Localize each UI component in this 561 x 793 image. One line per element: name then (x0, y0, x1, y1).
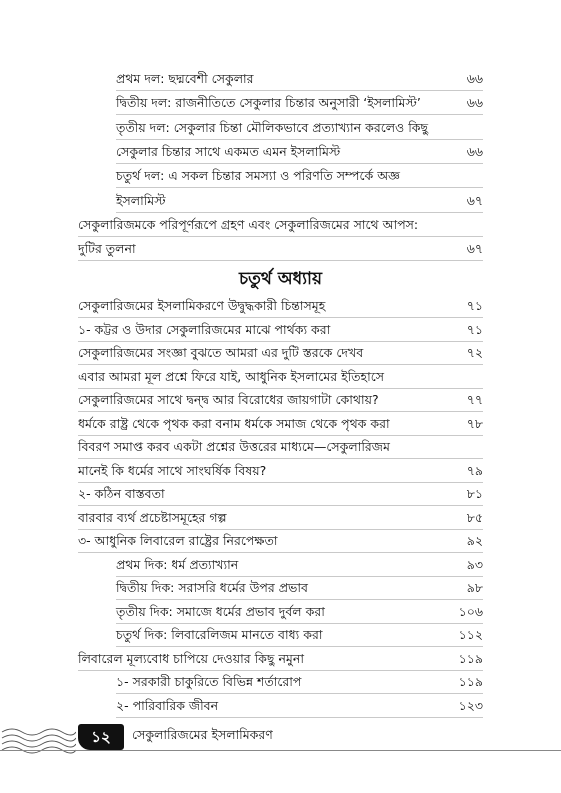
toc-entry (116, 165, 483, 188)
toc-entry-page: ৮৫ (466, 509, 483, 525)
toc-entry (78, 389, 483, 412)
toc-entry (78, 507, 483, 530)
toc-entry-page: ১০৬ (458, 603, 483, 619)
toc-entry-title: ২- পারিবারিক জীবন (116, 697, 219, 713)
toc-entry (116, 577, 483, 600)
toc-entry (78, 530, 483, 553)
toc-entry-page: ৭৭ (466, 392, 483, 407)
toc-entry-page: ৭১ (466, 321, 483, 337)
toc-entry-title: ১- কট্টর ও উদার সেকুলারিজমের মাঝে পার্থক্য করা (78, 321, 331, 337)
toc-entry (116, 117, 483, 140)
toc-entry (116, 190, 483, 213)
toc-entry-page: ১১২ (458, 627, 483, 642)
page-number: ১২ (78, 724, 124, 750)
toc-entry (116, 554, 483, 577)
toc-entry-page: ৯৮ (466, 580, 483, 595)
toc-entry-title: প্রথম দিক: ধর্ম প্রত্যাখ্যান (116, 556, 239, 572)
toc-entry (78, 413, 483, 436)
toc-entry-title: ১- সরকারী চাকুরিতে বিভিন্ন শর্তারোপ (116, 674, 302, 689)
toc-entry-title: মানেই কি ধর্মের সাথে সাংঘর্ষিক বিষয়? (78, 462, 267, 478)
toc-entry-title: ইসলামিস্ট (116, 192, 166, 208)
toc-entry-page: ৯২ (466, 533, 483, 548)
toc-entry (78, 295, 483, 318)
toc-entry-page: ৬৭ (466, 192, 483, 208)
toc-entry (78, 319, 483, 342)
toc-entry-title: লিবারেল মূল্যবোধ চাপিয়ে দেওয়ার কিছু নমুনা (78, 650, 304, 666)
toc-entry-page: ৭৮ (466, 415, 483, 431)
toc-entry-title: সেকুলারিজমের সাথে দ্বন্দ্ব আর বিরোধের জায়গাটা কোথায়? (78, 392, 379, 407)
toc-entry (116, 92, 483, 115)
toc-entry (78, 436, 483, 459)
toc-entry-title: দ্বিতীয় দল: রাজনীতিতে সেকুলার চিন্তার অনুসারী ‘ইসলামিস্ট’ (116, 95, 421, 111)
toc-entry-page: ৬৭ (466, 241, 483, 257)
toc-entry-page: ৮১ (466, 486, 483, 501)
toc-entry (78, 238, 483, 261)
toc-entry-title: চতুর্থ দিক: লিবারেলিজম মানতে বাধ্য করা (116, 627, 323, 642)
toc-entry (78, 214, 483, 237)
toc-entry (116, 624, 483, 647)
toc-entry-title: তৃতীয় দিক: সমাজে ধর্মের প্রভাব দুর্বল করা (116, 603, 325, 619)
toc-entry-page: ৯৩ (466, 556, 483, 572)
toc-entry-title: ২- কঠিন বাস্তবতা (78, 486, 165, 501)
chapter-title: চতুর্থ অধ্যায় (239, 269, 322, 289)
toc-entry (116, 68, 483, 91)
toc-entry (116, 671, 483, 694)
toc-entry-title: দ্বিতীয় দিক: সরাসরি ধর্মের উপর প্রভাব (116, 580, 308, 595)
toc-entry-title: বারবার ব্যর্থ প্রচেষ্টাসমূহের গল্প (78, 509, 227, 525)
toc-entry-page: ৬৬ (466, 95, 483, 111)
toc-entry (116, 141, 483, 164)
toc-entry (78, 648, 483, 671)
toc-entry-title: সেকুলারিজমকে পরিপূর্ণরূপে গ্রহণ এবং সেকুলারিজমের সাথে আপস: (78, 216, 419, 232)
toc-entry-title: বিবরণ সমাপ্ত করব একটা প্রশ্নের উত্তরের মাধ্যমে—সেকুলারিজম (78, 439, 390, 454)
toc-entry-page: ১২৩ (458, 697, 483, 713)
running-head: সেকুলারিজমের ইসলামিকরণ (132, 727, 273, 742)
toc-entry-page: ১১৯ (458, 650, 483, 666)
toc-entry-title: সেকুলার চিন্তার সাথে একমত এমন ইসলামিস্ট (116, 143, 341, 159)
toc-entry-title: দুটির তুলনা (78, 241, 136, 257)
toc-entry-title: সেকুলারিজমের ইসলামিকরণে উদ্বুদ্ধকারী চিন্তাসমূহ (78, 298, 326, 313)
toc-entry-title: সেকুলারিজমের সংজ্ঞা বুঝতে আমরা এর দুটি স্তরকে দেখব (78, 345, 364, 360)
footer-rule (0, 750, 561, 751)
toc-entry-page: ৭২ (466, 345, 483, 360)
toc-entry-title: ধর্মকে রাষ্ট্র থেকে পৃথক করা বনাম ধর্মকে সমাজ থেকে পৃথক করা (78, 415, 390, 431)
toc-entry (78, 460, 483, 483)
toc-entry-title: ৩- আধুনিক লিবারেল রাষ্ট্রের নিরপেক্ষতা (78, 533, 278, 548)
toc-entry (78, 366, 483, 389)
toc-entry-title: প্রথম দল: ছদ্মবেশী সেকুলার (116, 71, 254, 86)
page-footer (0, 718, 561, 758)
toc-entry-page: ১১৯ (458, 674, 483, 689)
toc-entry (116, 601, 483, 624)
toc-entry-page: ৭৯ (466, 462, 483, 478)
toc-entry-title: এবার আমরা মূল প্রশ্নে ফিরে যাই, আধুনিক ইসলামের ইতিহাসে (78, 368, 384, 384)
toc-entry (78, 342, 483, 365)
toc-entry-page: ৬৬ (466, 71, 483, 86)
toc-entry-title: তৃতীয় দল: সেকুলার চিন্তা মৌলিকভাবে প্রত্যাখ্যান করলেও কিছু (116, 119, 429, 135)
toc-entry-title: চতুর্থ দল: এ সকল চিন্তার সমস্যা ও পরিণতি সম্পর্কে অজ্ঞ (116, 168, 400, 184)
toc-entry-page: ৬৬ (466, 143, 483, 159)
toc-entry (78, 483, 483, 506)
toc-entry (116, 695, 483, 718)
toc-entry-page: ৭১ (466, 298, 483, 313)
